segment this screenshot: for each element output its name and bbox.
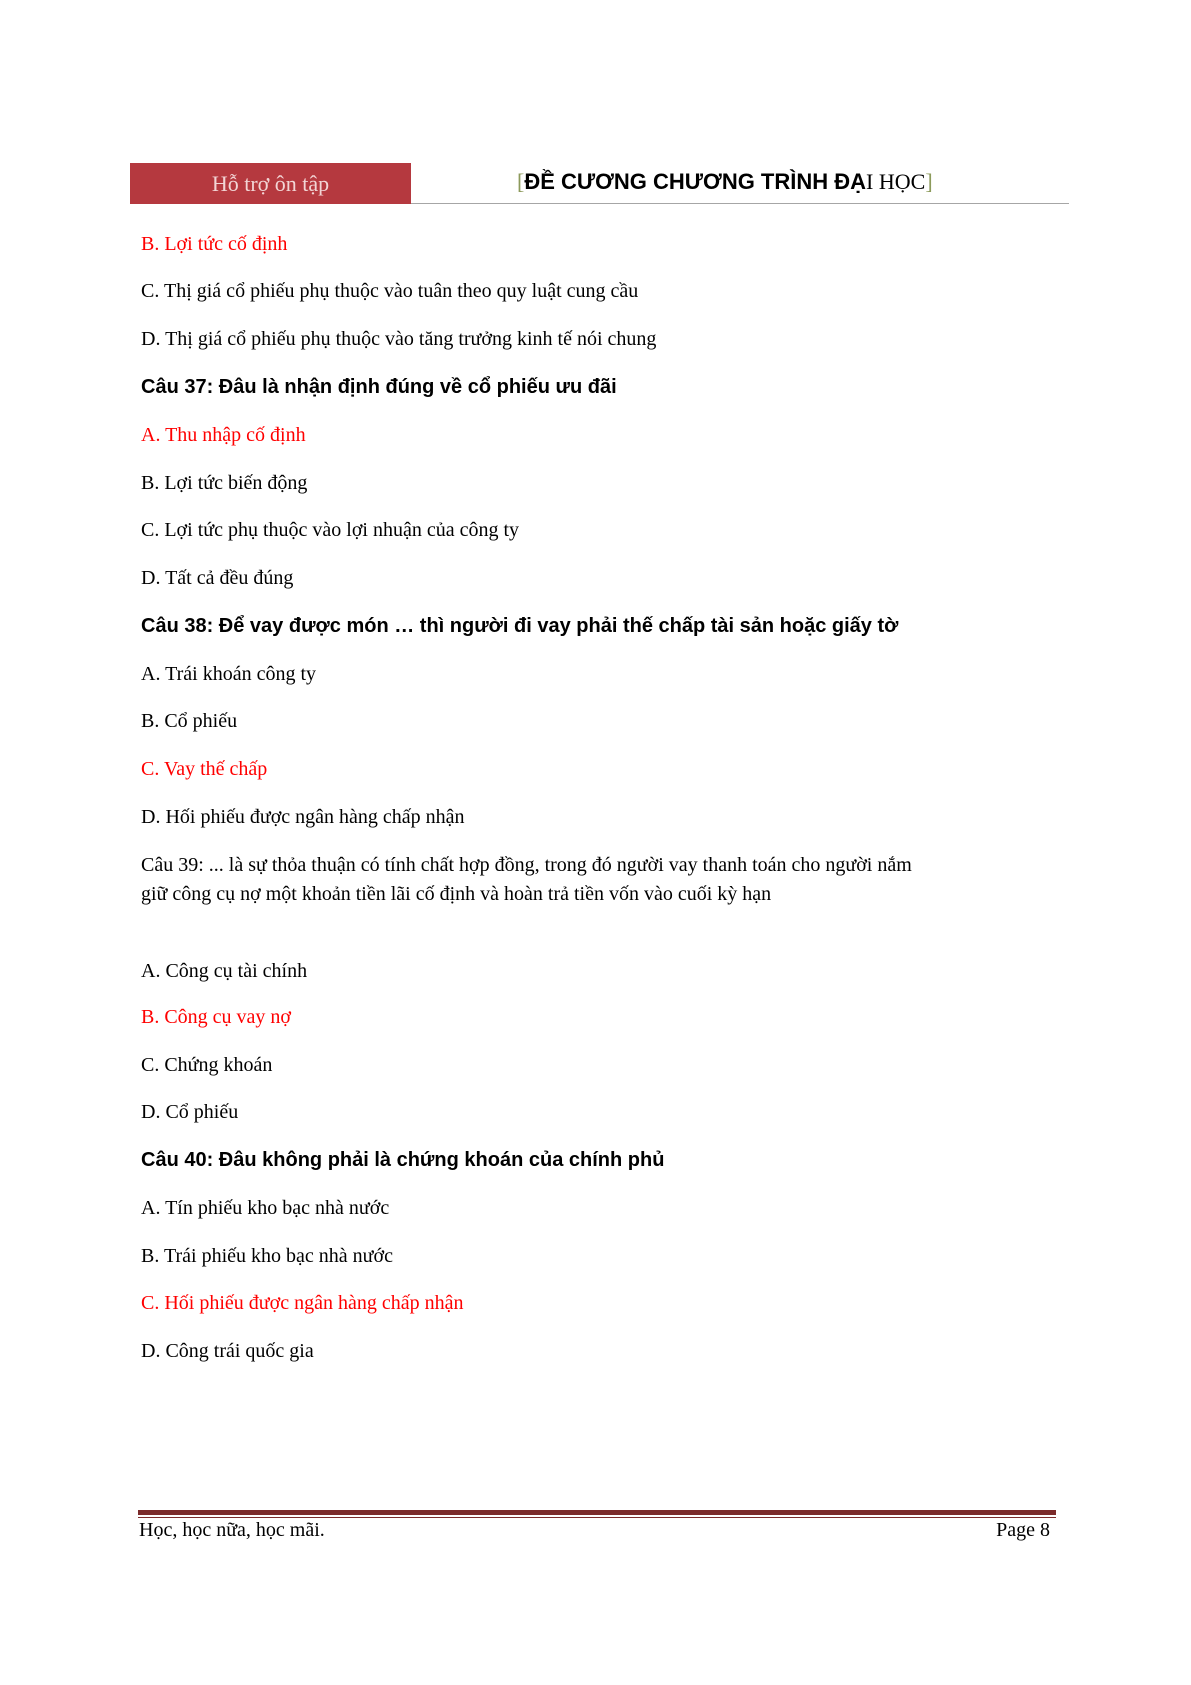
answer-option-correct: B. Lợi tức cố định [141, 233, 288, 255]
answer-option-correct: C. Vay thế chấp [141, 758, 268, 780]
answer-option-correct: A. Thu nhập cố định [141, 424, 306, 446]
question-37: Câu 37: Đâu là nhận định đúng về cổ phiếu ưu đãi [141, 376, 617, 398]
title-rest-part: I HỌC [866, 169, 926, 194]
answer-option-correct: C. Hối phiếu được ngân hàng chấp nhận [141, 1292, 464, 1314]
answer-option: B. Cổ phiếu [141, 710, 238, 732]
question-38: Câu 38: Để vay được món … thì người đi vay phải thế chấp tài sản hoặc giấy tờ [141, 615, 899, 637]
answer-option-correct: B. Công cụ vay nợ [141, 1006, 292, 1028]
footer-motto: Học, học nữa, học mãi. [139, 1519, 325, 1541]
page-number: Page 8 [996, 1519, 1050, 1541]
question-39: Câu 39: ... là sự thỏa thuận có tính chất hợp đồng, trong đó người vay thanh toán cho người nắm giữ công cụ nợ một khoản tiền lãi cố định và hoàn trả tiền vốn vào cuối kỳ hạn [141, 854, 912, 905]
answer-option: B. Lợi tức biến động [141, 472, 308, 494]
header-tab: Hỗ trợ ôn tập [130, 163, 411, 204]
answer-option: A. Trái khoán công ty [141, 663, 316, 685]
answer-option: C. Lợi tức phụ thuộc vào lợi nhuận của công ty [141, 519, 520, 541]
answer-option: D. Công trái quốc gia [141, 1340, 314, 1362]
title-bold-part: ĐỀ CƯƠNG CHƯƠNG TRÌNH ĐẠ [524, 169, 867, 194]
document-title [517, 166, 933, 198]
answer-option: D. Cổ phiếu [141, 1101, 239, 1123]
title-bracket-close: ] [925, 169, 933, 194]
answer-option: A. Tín phiếu kho bạc nhà nước [141, 1197, 390, 1219]
answer-option: C. Chứng khoán [141, 1054, 273, 1076]
title-bracket-open: [ [517, 169, 525, 194]
answer-option: A. Công cụ tài chính [141, 960, 308, 982]
answer-option: D. Hối phiếu được ngân hàng chấp nhận [141, 806, 465, 828]
answer-option: D. Tất cả đều đúng [141, 567, 294, 589]
answer-option: D. Thị giá cổ phiếu phụ thuộc vào tăng trưởng kinh tế nói chung [141, 328, 657, 350]
question-40: Câu 40: Đâu không phải là chứng khoán của chính phủ [141, 1149, 665, 1171]
header-divider [411, 203, 1069, 204]
answer-option: B. Trái phiếu kho bạc nhà nước [141, 1245, 393, 1267]
answer-option: C. Thị giá cổ phiếu phụ thuộc vào tuân theo quy luật cung cầu [141, 280, 639, 302]
